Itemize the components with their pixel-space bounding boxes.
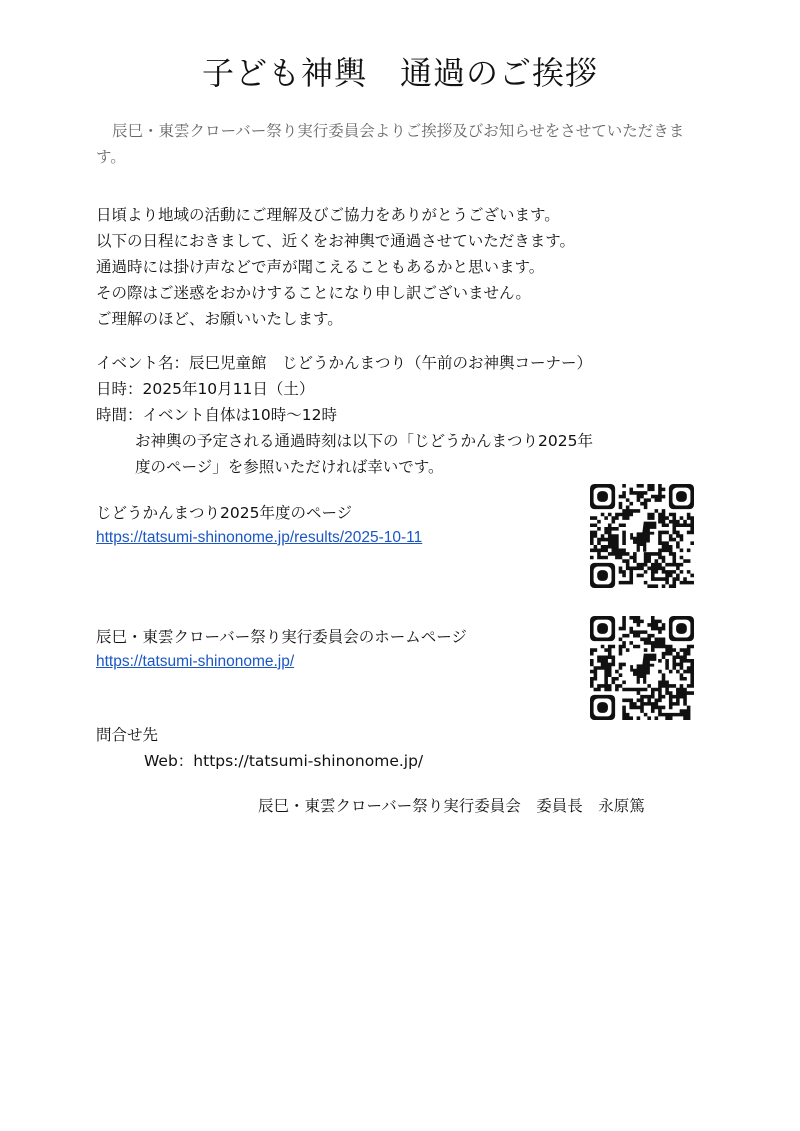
homepage-link[interactable]: https://tatsumi-shinonome.jp/: [96, 653, 295, 670]
page-title: 子ども神輿 通過のご挨拶: [201, 54, 598, 92]
dinosaur-icon: [630, 522, 656, 552]
event-time: 時間：イベント自体は10時～12時: [96, 406, 337, 424]
intro-line-1: 日頃より地域の活動にご理解及びご協力をありがとうございます。: [96, 206, 560, 224]
greeting-text: 辰巳・東雲クローバー祭り実行委員会よりご挨拶及びお知らせをさせていただきます。: [96, 122, 685, 166]
dinosaur-icon: [630, 654, 656, 684]
event-page-label: じどうかんまつり2025年度のページ: [96, 504, 353, 522]
intro-line-2: 以下の日程におきまして、近くをお神輿で通過させていただきます。: [96, 232, 575, 250]
qr-code-icon: [590, 484, 694, 588]
contact-web: Web：https://tatsumi-shinonome.jp/: [144, 752, 424, 770]
intro-line-4: その際はご迷惑をおかけすることになり申し訳ございません。: [96, 284, 531, 302]
qr-code-icon: [590, 616, 694, 720]
event-date: 日時：2025年10月11日（土）: [96, 380, 315, 398]
event-note-line-1: お神輿の予定される通過時刻は以下の「じどうかんまつり2025年: [135, 432, 593, 450]
event-page-link[interactable]: https://tatsumi-shinonome.jp/results/2025-10-11: [96, 529, 423, 546]
event-note-line-2: 度のページ」を参照いただければ幸いです。: [135, 458, 444, 476]
event-name: イベント名：辰巳児童館 じどうかんまつり（午前のお神輿コーナー）: [96, 354, 593, 372]
signature: 辰巳・東雲クローバー祭り実行委員会 委員長 永原篤: [258, 797, 645, 815]
intro-line-5: ご理解のほど、お願いいたします。: [96, 310, 343, 328]
homepage-label: 辰巳・東雲クローバー祭り実行委員会のホームページ: [96, 628, 467, 646]
intro-line-3: 通過時には掛け声などで声が聞こえることもあるかと思います。: [96, 258, 545, 276]
contact-heading: 問合せ先: [96, 726, 159, 744]
